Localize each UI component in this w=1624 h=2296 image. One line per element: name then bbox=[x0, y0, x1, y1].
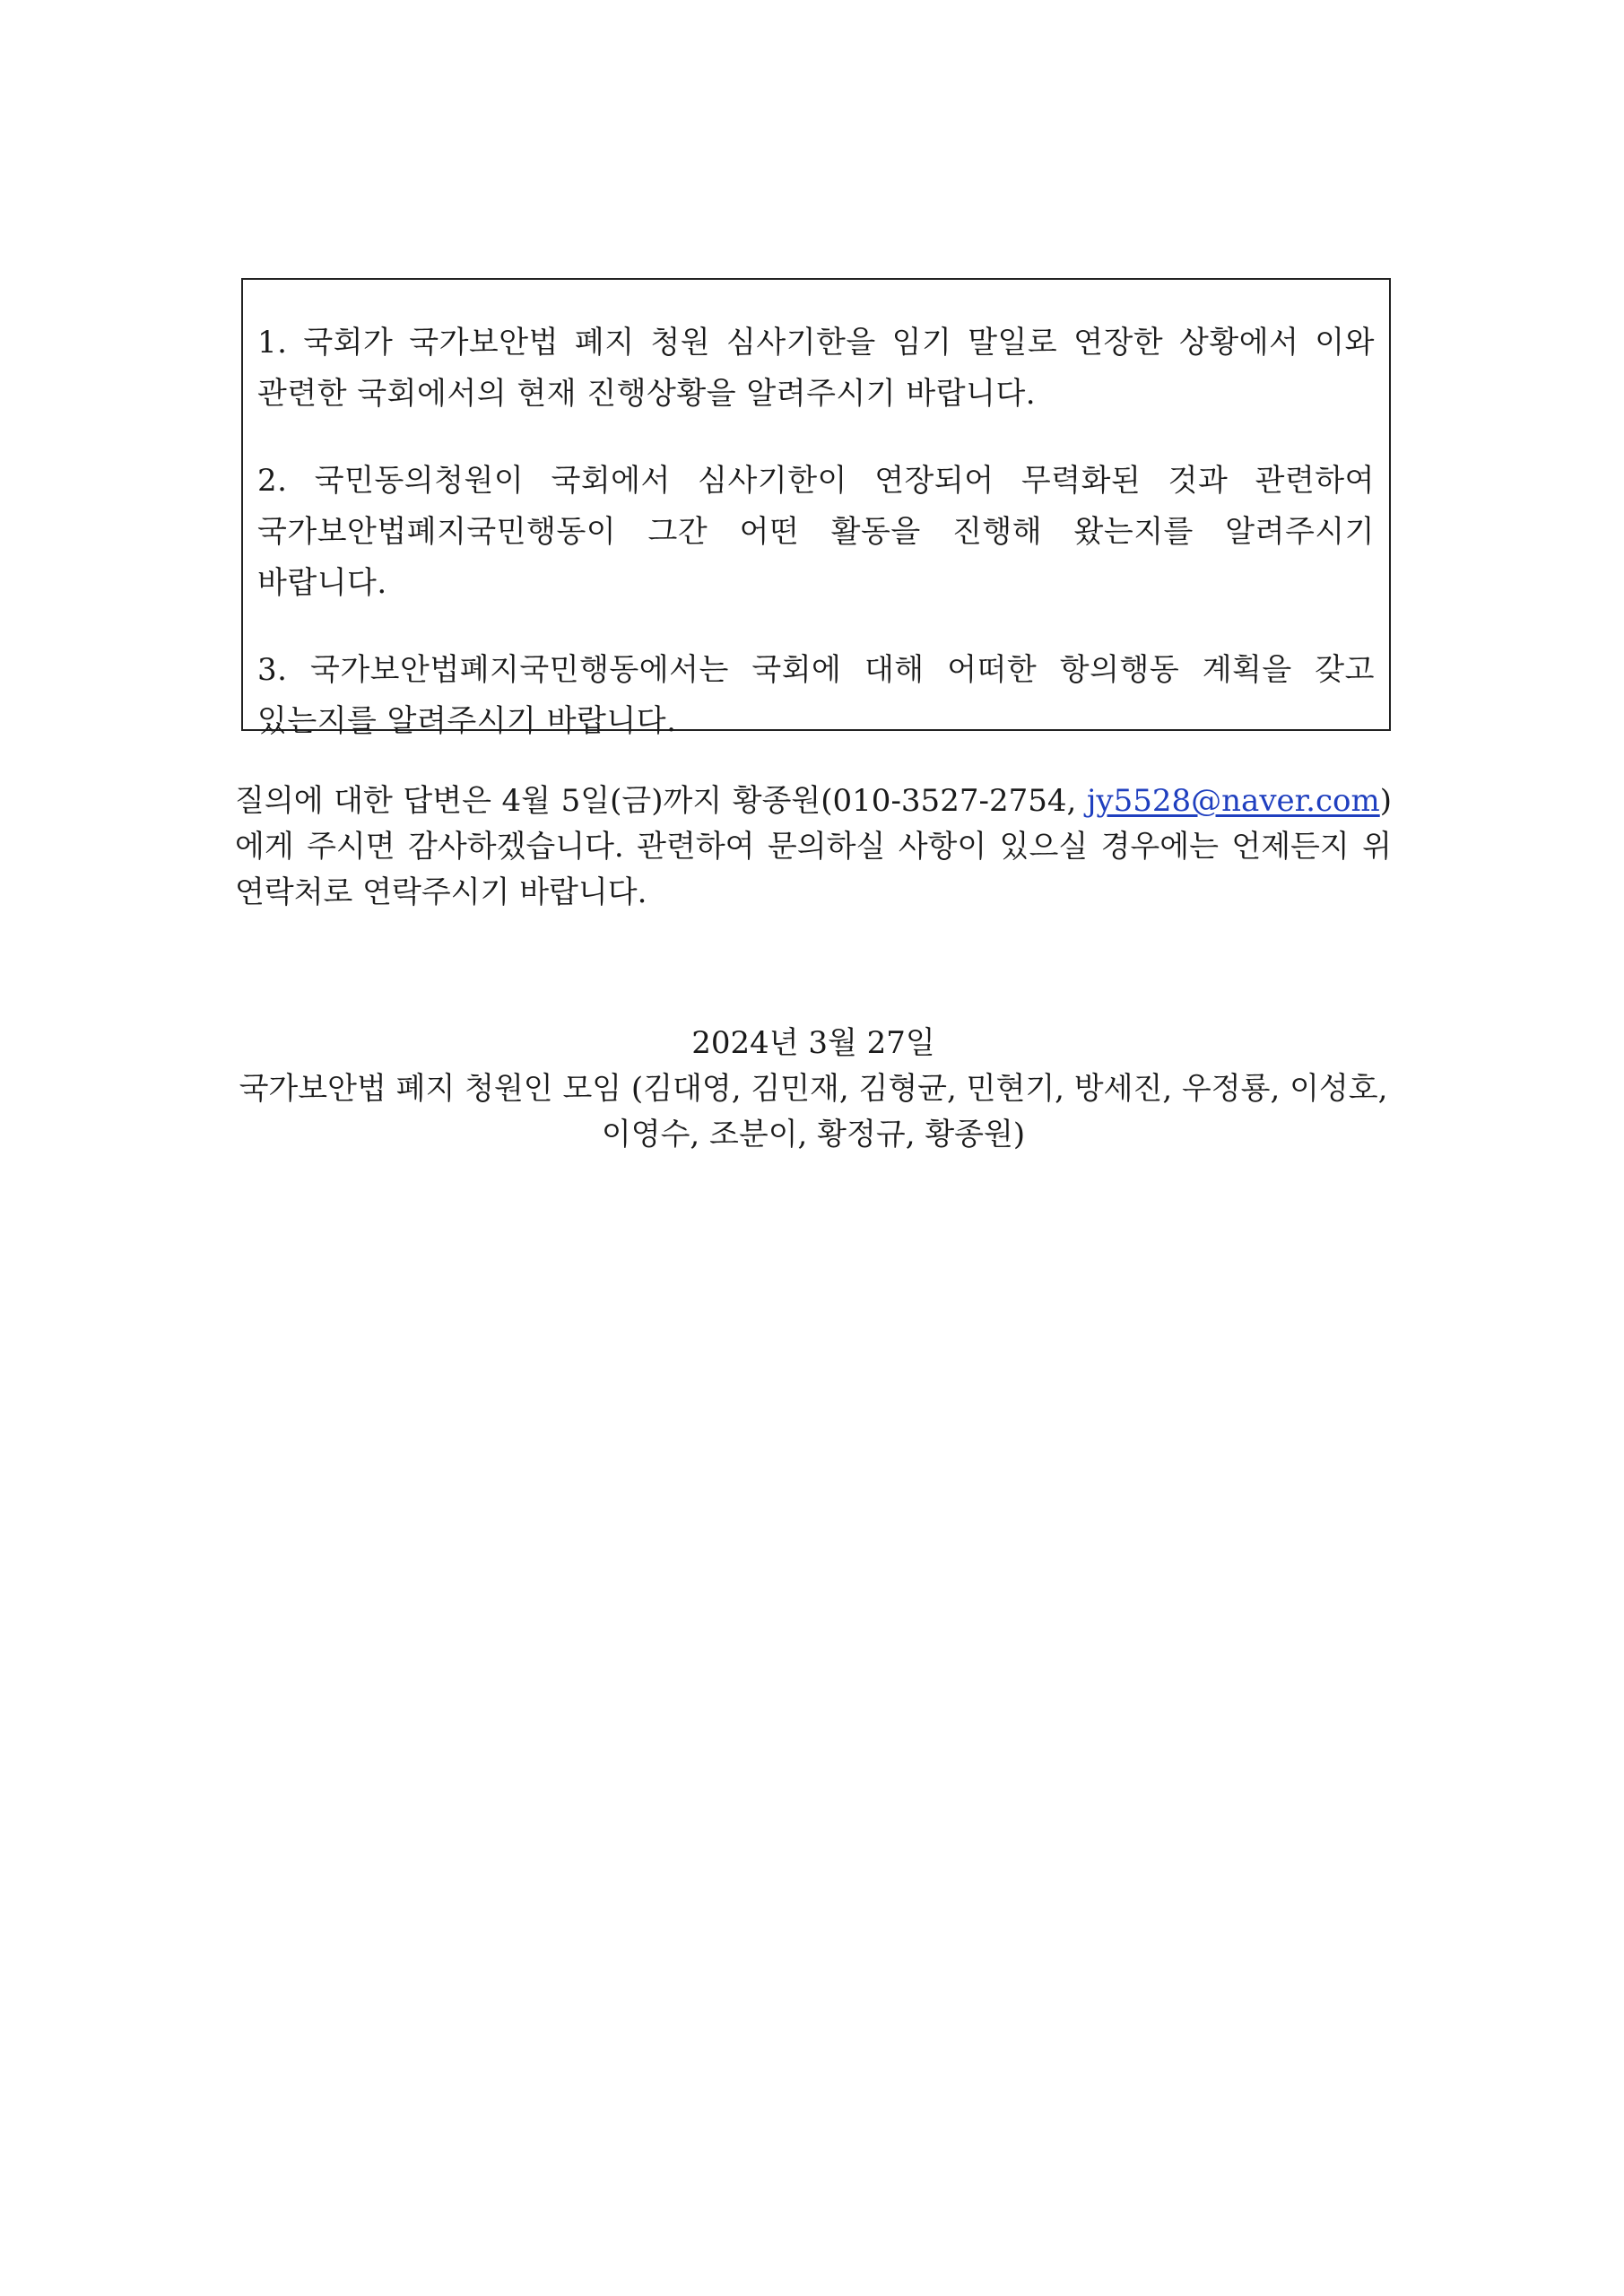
signature-date: 2024년 3월 27일 bbox=[691, 1025, 935, 1061]
signature-names-line-1: 국가보안법 폐지 청원인 모임 (김대영, 김민재, 김형균, 민현기, 방세진, 우정룡, 이성호, bbox=[239, 1071, 1388, 1107]
question-3: 3. 국가보안법폐지국민행동에서는 국회에 대해 어떠한 항의행동 계획을 갖고 있는지를 알려주시기 바랍니다. bbox=[257, 652, 1375, 739]
request-text-after: )에게 주시면 감사하겠습니다. 관련하여 문의하실 사항이 있으실 경우에는 언제든지 위 연락처로 연락주시기 바랍니다. bbox=[235, 783, 1392, 910]
response-request-paragraph bbox=[235, 778, 1392, 916]
question-1: 1. 국회가 국가보안법 폐지 청원 심사기한을 임기 말일로 연장한 상황에서 이와 관련한 국회에서의 현재 진행상황을 알려주시기 바랍니다. bbox=[257, 325, 1375, 412]
request-text-before: 질의에 대한 답변은 4월 5일(금)까지 황종원(010-3527-2754, bbox=[235, 783, 1087, 819]
question-2: 2. 국민동의청원이 국회에서 심사기한이 연장되어 무력화된 것과 관련하여 국가보안법폐지국민행동이 그간 어떤 활동을 진행해 왔는지를 알려주시기 바랍니다. bbox=[257, 463, 1375, 601]
email-link[interactable]: jy5528@naver.com bbox=[1086, 783, 1380, 819]
questions-box bbox=[241, 278, 1391, 739]
signature-block bbox=[235, 1021, 1392, 1158]
signature-names-line-2: 이영수, 조분이, 황정규, 황종원) bbox=[601, 1117, 1026, 1152]
